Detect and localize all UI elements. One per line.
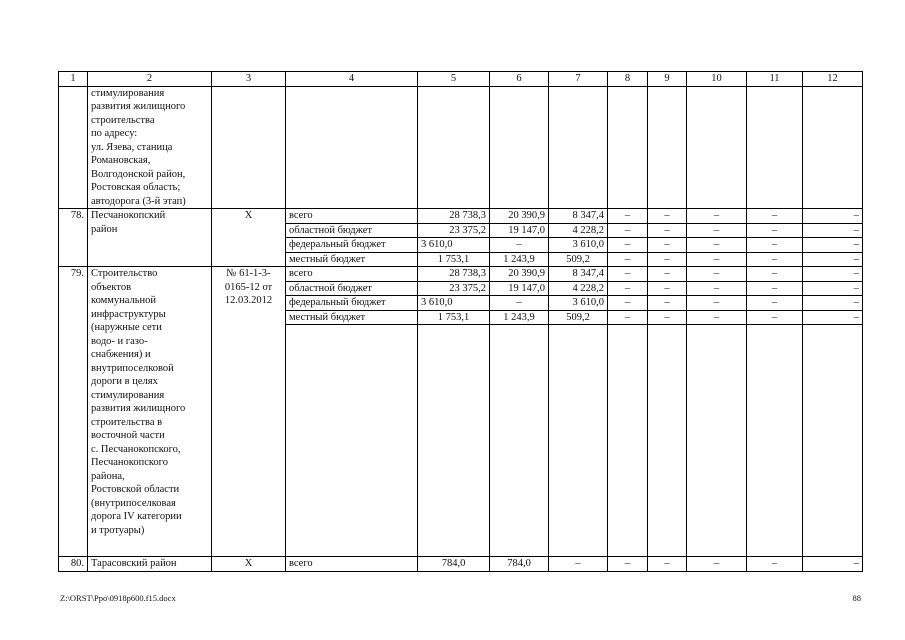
row-name: Песчанокопский район (88, 209, 212, 267)
cell: – (608, 296, 648, 311)
cell: – (687, 223, 747, 238)
cell: – (490, 296, 549, 311)
cell: 4 228,2 (549, 281, 608, 296)
footer-file-path: Z:\ORST\Ppo\0918p600.f15.docx (60, 593, 176, 603)
row-name: Строительство объектов коммунальной инфраструктуры (наружные сети водо- и газо- снабжения) и внутрипоселковой дороги в целях стимулирования развития жилищного строительства в восточной части с. Песчанокопского, Песчанокопского района, Ростовской области (внутрипоселковая дорога IV категории и тротуары) (88, 267, 212, 557)
cell: – (803, 296, 863, 311)
header-cell: 3 (212, 72, 286, 87)
row-number: 80. (59, 557, 88, 572)
header-cell: 7 (549, 72, 608, 87)
cell: – (490, 238, 549, 253)
cell: – (803, 223, 863, 238)
cell: – (747, 209, 803, 224)
cell: – (648, 252, 687, 267)
cell: – (648, 296, 687, 311)
table-row-78 (59, 209, 863, 224)
cell: 784,0 (418, 557, 490, 572)
cell: – (648, 223, 687, 238)
row-col3: Х (212, 557, 286, 572)
cell: 1 753,1 (418, 252, 490, 267)
cell: – (687, 281, 747, 296)
header-cell: 8 (608, 72, 648, 87)
cell: – (803, 310, 863, 325)
cell: 3 610,0 (549, 238, 608, 253)
cell: 8 347,4 (549, 209, 608, 224)
cell: – (687, 209, 747, 224)
row-col3: Х (212, 209, 286, 267)
header-cell: 2 (88, 72, 212, 87)
header-cell: 12 (803, 72, 863, 87)
cell: – (608, 223, 648, 238)
cell: – (747, 223, 803, 238)
continuation-row (59, 86, 863, 209)
cell: 3 610,0 (549, 296, 608, 311)
sub-label: всего (286, 267, 418, 282)
cell: 4 228,2 (549, 223, 608, 238)
cell: – (687, 557, 747, 572)
cell: 20 390,9 (490, 209, 549, 224)
sub-label: областной бюджет (286, 223, 418, 238)
cell: 20 390,9 (490, 267, 549, 282)
cell: – (687, 296, 747, 311)
sub-label: федеральный бюджет (286, 238, 418, 253)
continuation-text: стимулирования развития жилищного строительства по адресу: ул. Язева, станица Романовская, Волгодонской район, Ростовская область; автодорога (3-й этап) (88, 86, 212, 209)
sub-label: всего (286, 557, 418, 572)
cell: – (648, 310, 687, 325)
cell: – (687, 310, 747, 325)
cell: – (687, 267, 747, 282)
cell: – (747, 296, 803, 311)
cell: 23 375,2 (418, 223, 490, 238)
cell: – (803, 267, 863, 282)
row-name: Тарасовский район (88, 557, 212, 572)
cell: – (608, 252, 648, 267)
cell: – (648, 557, 687, 572)
header-row (59, 72, 863, 87)
row-number: 79. (59, 267, 88, 557)
cell: 28 738,3 (418, 267, 490, 282)
header-cell: 6 (490, 72, 549, 87)
cell: 28 738,3 (418, 209, 490, 224)
cell: – (608, 238, 648, 253)
cell: 23 375,2 (418, 281, 490, 296)
cell: 509,2 (549, 310, 608, 325)
table-row-79 (59, 267, 863, 282)
cell: – (747, 310, 803, 325)
header-cell: 5 (418, 72, 490, 87)
cell: – (803, 209, 863, 224)
cell: 1 243,9 (490, 310, 549, 325)
sub-label: местный бюджет (286, 310, 418, 325)
cell: 784,0 (490, 557, 549, 572)
cell: – (687, 238, 747, 253)
cell: – (608, 281, 648, 296)
cell: 1 753,1 (418, 310, 490, 325)
cell: – (549, 557, 608, 572)
sub-label: всего (286, 209, 418, 224)
cell: 8 347,4 (549, 267, 608, 282)
cell: – (608, 209, 648, 224)
cell: – (648, 281, 687, 296)
row-number: 78. (59, 209, 88, 267)
budget-table (58, 71, 863, 572)
cell: – (608, 557, 648, 572)
table-row-80 (59, 557, 863, 572)
cell: 19 147,0 (490, 223, 549, 238)
cell: – (803, 557, 863, 572)
cell: – (747, 281, 803, 296)
cell: – (747, 238, 803, 253)
footer-page-number: 88 (852, 593, 861, 603)
cell: 3 610,0 (418, 238, 490, 253)
cell: 1 243,9 (490, 252, 549, 267)
sub-label: федеральный бюджет (286, 296, 418, 311)
cell: – (803, 238, 863, 253)
cell: 3 610,0 (418, 296, 490, 311)
header-cell: 9 (648, 72, 687, 87)
cell: 19 147,0 (490, 281, 549, 296)
row-col3: № 61-1-3- 0165-12 от 12.03.2012 (212, 267, 286, 557)
cell: – (648, 209, 687, 224)
sub-label: областной бюджет (286, 281, 418, 296)
cell: – (803, 252, 863, 267)
header-cell: 11 (747, 72, 803, 87)
sub-label: местный бюджет (286, 252, 418, 267)
cell: – (687, 252, 747, 267)
cell: – (648, 238, 687, 253)
header-cell: 4 (286, 72, 418, 87)
cell: – (803, 281, 863, 296)
cell: – (608, 267, 648, 282)
cell: – (648, 267, 687, 282)
cell: – (747, 557, 803, 572)
cell: – (747, 252, 803, 267)
cell: 509,2 (549, 252, 608, 267)
cell: – (608, 310, 648, 325)
header-cell: 1 (59, 72, 88, 87)
cell: – (747, 267, 803, 282)
header-cell: 10 (687, 72, 747, 87)
